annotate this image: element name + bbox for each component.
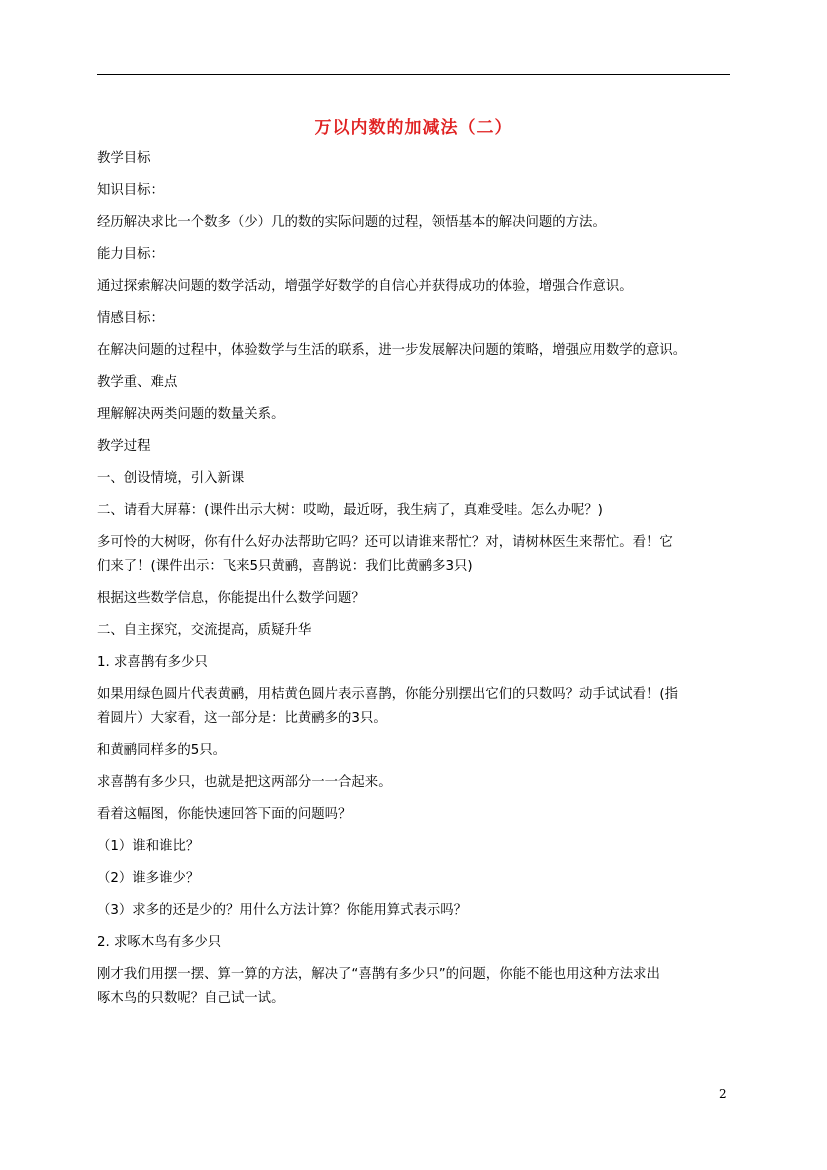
paragraph-line: 能力目标： <box>97 247 164 262</box>
paragraph-line: 知识目标： <box>97 183 164 198</box>
paragraph-line: 求喜鹊有多少只，也就是把这两部分一一合起来。 <box>97 775 392 790</box>
document-title: 万以内数的加减法（二） <box>314 118 513 138</box>
paragraph-line: 教学目标 <box>97 151 151 166</box>
paragraph-line: 在解决问题的过程中，体验数学与生活的联系，进一步发展解决问题的策略，增强应用数学的意识。 <box>97 343 687 358</box>
paragraph-line: 教学重、难点 <box>97 375 178 390</box>
paragraph-line: 啄木鸟的只数呢？自己试一试。 <box>97 991 285 1006</box>
paragraph-line: 经历解决求比一个数多（少）几的数的实际问题的过程，领悟基本的解决问题的方法。 <box>97 215 606 230</box>
paragraph-line: 看着这幅图，你能快速回答下面的问题吗？ <box>97 807 352 822</box>
paragraph-line: 情感目标： <box>97 311 164 326</box>
paragraph-line: 如果用绿色圆片代表黄鹂，用桔黄色圆片表示喜鹊，你能分别摆出它们的只数吗？动手试试看！(指 <box>97 687 679 702</box>
paragraph-line: 2. 求啄木鸟有多少只 <box>97 935 222 950</box>
paragraph-line: （1）谁和谁比？ <box>97 839 200 854</box>
paragraph-line: （2）谁多谁少？ <box>97 871 200 886</box>
document-body <box>97 150 733 1022</box>
paragraph-line: 们来了！(课件出示：飞来5只黄鹂，喜鹊说：我们比黄鹂多3只) <box>97 559 473 574</box>
paragraph-line: 理解解决两类问题的数量关系。 <box>97 407 285 422</box>
paragraph-line: 刚才我们用摆一摆、算一算的方法，解决了“喜鹊有多少只”的问题，你能不能也用这种方法求出 <box>97 967 660 982</box>
paragraph-line: 1. 求喜鹊有多少只 <box>97 655 208 670</box>
paragraph-line: 通过探索解决问题的数学活动，增强学好数学的自信心并获得成功的体验，增强合作意识。 <box>97 279 633 294</box>
paragraph-line: 二、请看大屏幕：(课件出示大树：哎呦，最近呀，我生病了，真难受哇。怎么办呢？) <box>97 503 603 518</box>
header-rule <box>97 74 730 75</box>
paragraph-line: 二、自主探究，交流提高，质疑升华 <box>97 623 312 638</box>
paragraph-line: （3）求多的还是少的？用什么方法计算？你能用算式表示吗？ <box>97 903 468 918</box>
paragraph-line: 和黄鹂同样多的5只。 <box>97 743 227 758</box>
paragraph-line: 根据这些数学信息，你能提出什么数学问题？ <box>97 591 365 606</box>
paragraph-line: 一、创设情境，引入新课 <box>97 471 245 486</box>
paragraph-line: 多可怜的大树呀，你有什么好办法帮助它吗？还可以请谁来帮忙？对，请树林医生来帮忙。看！它 <box>97 535 673 550</box>
paragraph-line: 着圆片）大家看，这一部分是：比黄鹂多的3只。 <box>97 711 387 726</box>
paragraph-line: 教学过程 <box>97 439 151 454</box>
page-number: 2 <box>719 1087 727 1101</box>
